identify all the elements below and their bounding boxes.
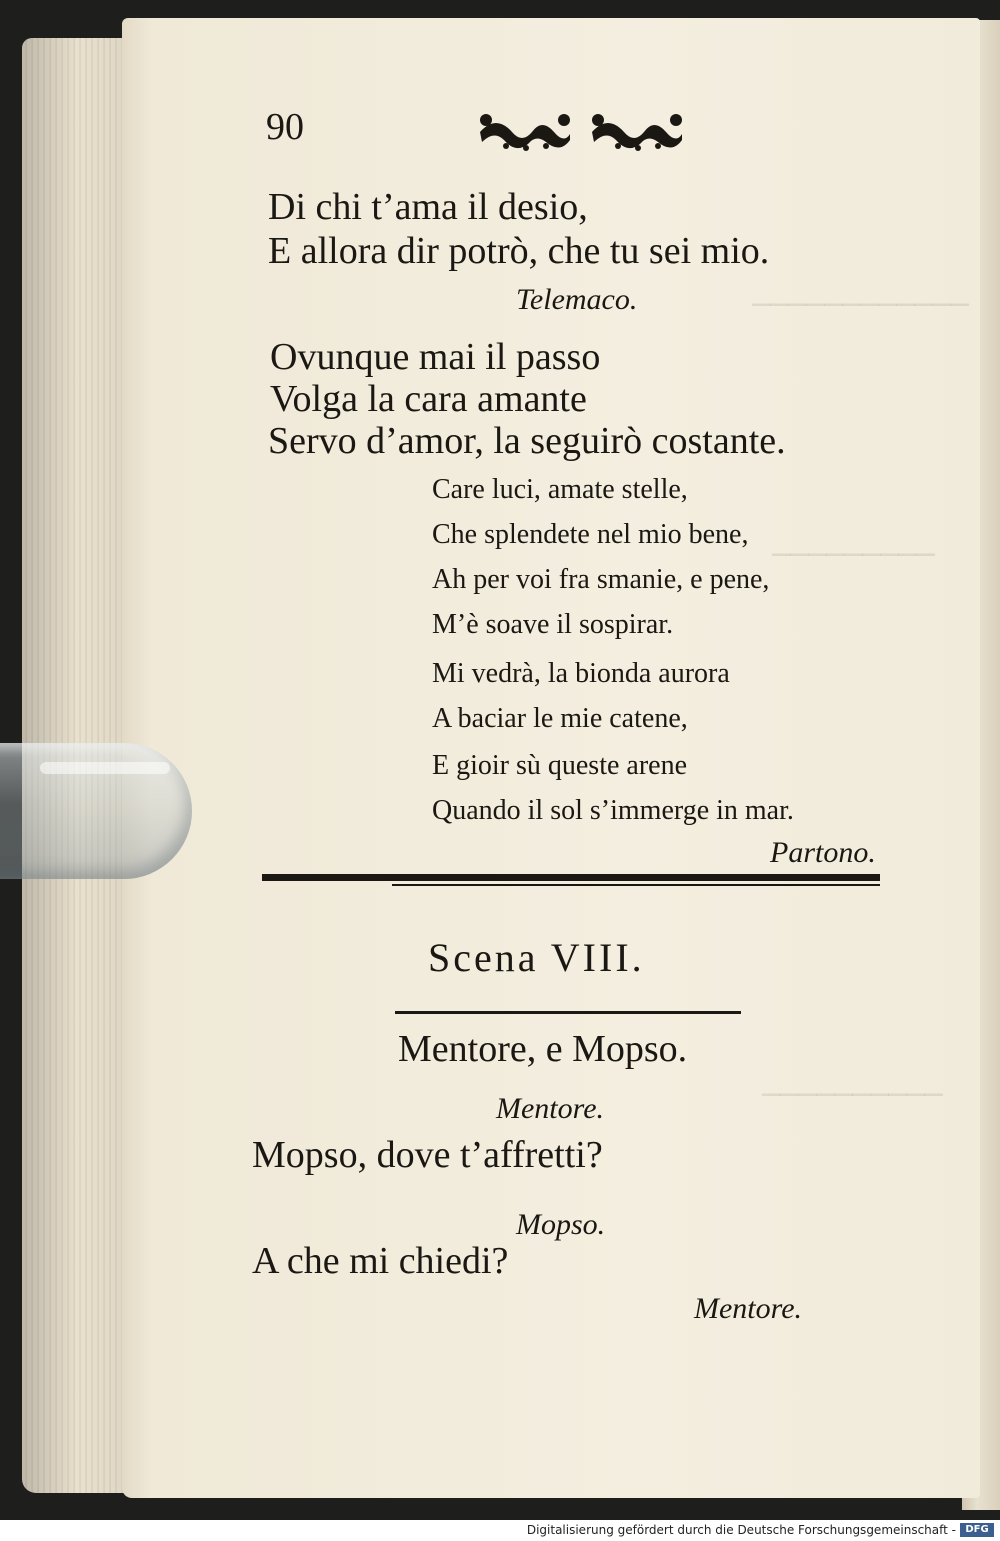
section-divider-thin xyxy=(392,884,880,886)
speaker-name: Mentore. xyxy=(496,1092,605,1125)
page-number: 90 xyxy=(266,106,304,148)
scene-title: Scena VIII. xyxy=(428,935,645,980)
catchword: Mentore. xyxy=(694,1292,803,1325)
speaker-name: Telemaco. xyxy=(516,283,638,316)
verse-line: E gioir sù queste arene xyxy=(432,750,688,781)
text-line: Ovunque mai il passo xyxy=(270,336,601,378)
text-line: Servo d’amor, la seguirò costante. xyxy=(268,420,786,462)
verse-line: Quando il sol s’immerge in mar. xyxy=(432,795,794,826)
glass-highlight xyxy=(40,762,170,774)
text-line: Di chi t’ama il desio, xyxy=(268,186,588,228)
characters-line: Mentore, e Mopso. xyxy=(398,1028,688,1070)
text-line: Volga la cara amante xyxy=(270,378,587,420)
stage-direction: Partono. xyxy=(770,836,876,869)
verse-line: A baciar le mie catene, xyxy=(432,703,688,734)
verse-line: Care luci, amate stelle, xyxy=(432,474,688,505)
footer-credit: Digitalisierung gefördert durch die Deutsche Forschungsgemeinschaft - xyxy=(526,1523,956,1537)
speaker-name: Mopso. xyxy=(516,1208,606,1241)
section-divider xyxy=(262,874,880,881)
scene-underline xyxy=(395,1011,741,1014)
verse-line: M’è soave il sospirar. xyxy=(432,609,674,640)
text-line: Mopso, dove t’affretti? xyxy=(252,1134,603,1176)
text-line: A che mi chiedi? xyxy=(252,1240,509,1282)
verse-line: Ah per voi fra smanie, e pene, xyxy=(432,564,770,595)
fleuron-ornament-icon xyxy=(468,104,690,152)
verse-line: Che splendete nel mio bene, xyxy=(432,519,749,550)
text-line: E allora dir potrò, che tu sei mio. xyxy=(268,230,770,272)
dfg-logo-icon: DFG xyxy=(960,1523,994,1537)
verse-line: Mi vedrà, la bionda aurora xyxy=(432,658,730,689)
